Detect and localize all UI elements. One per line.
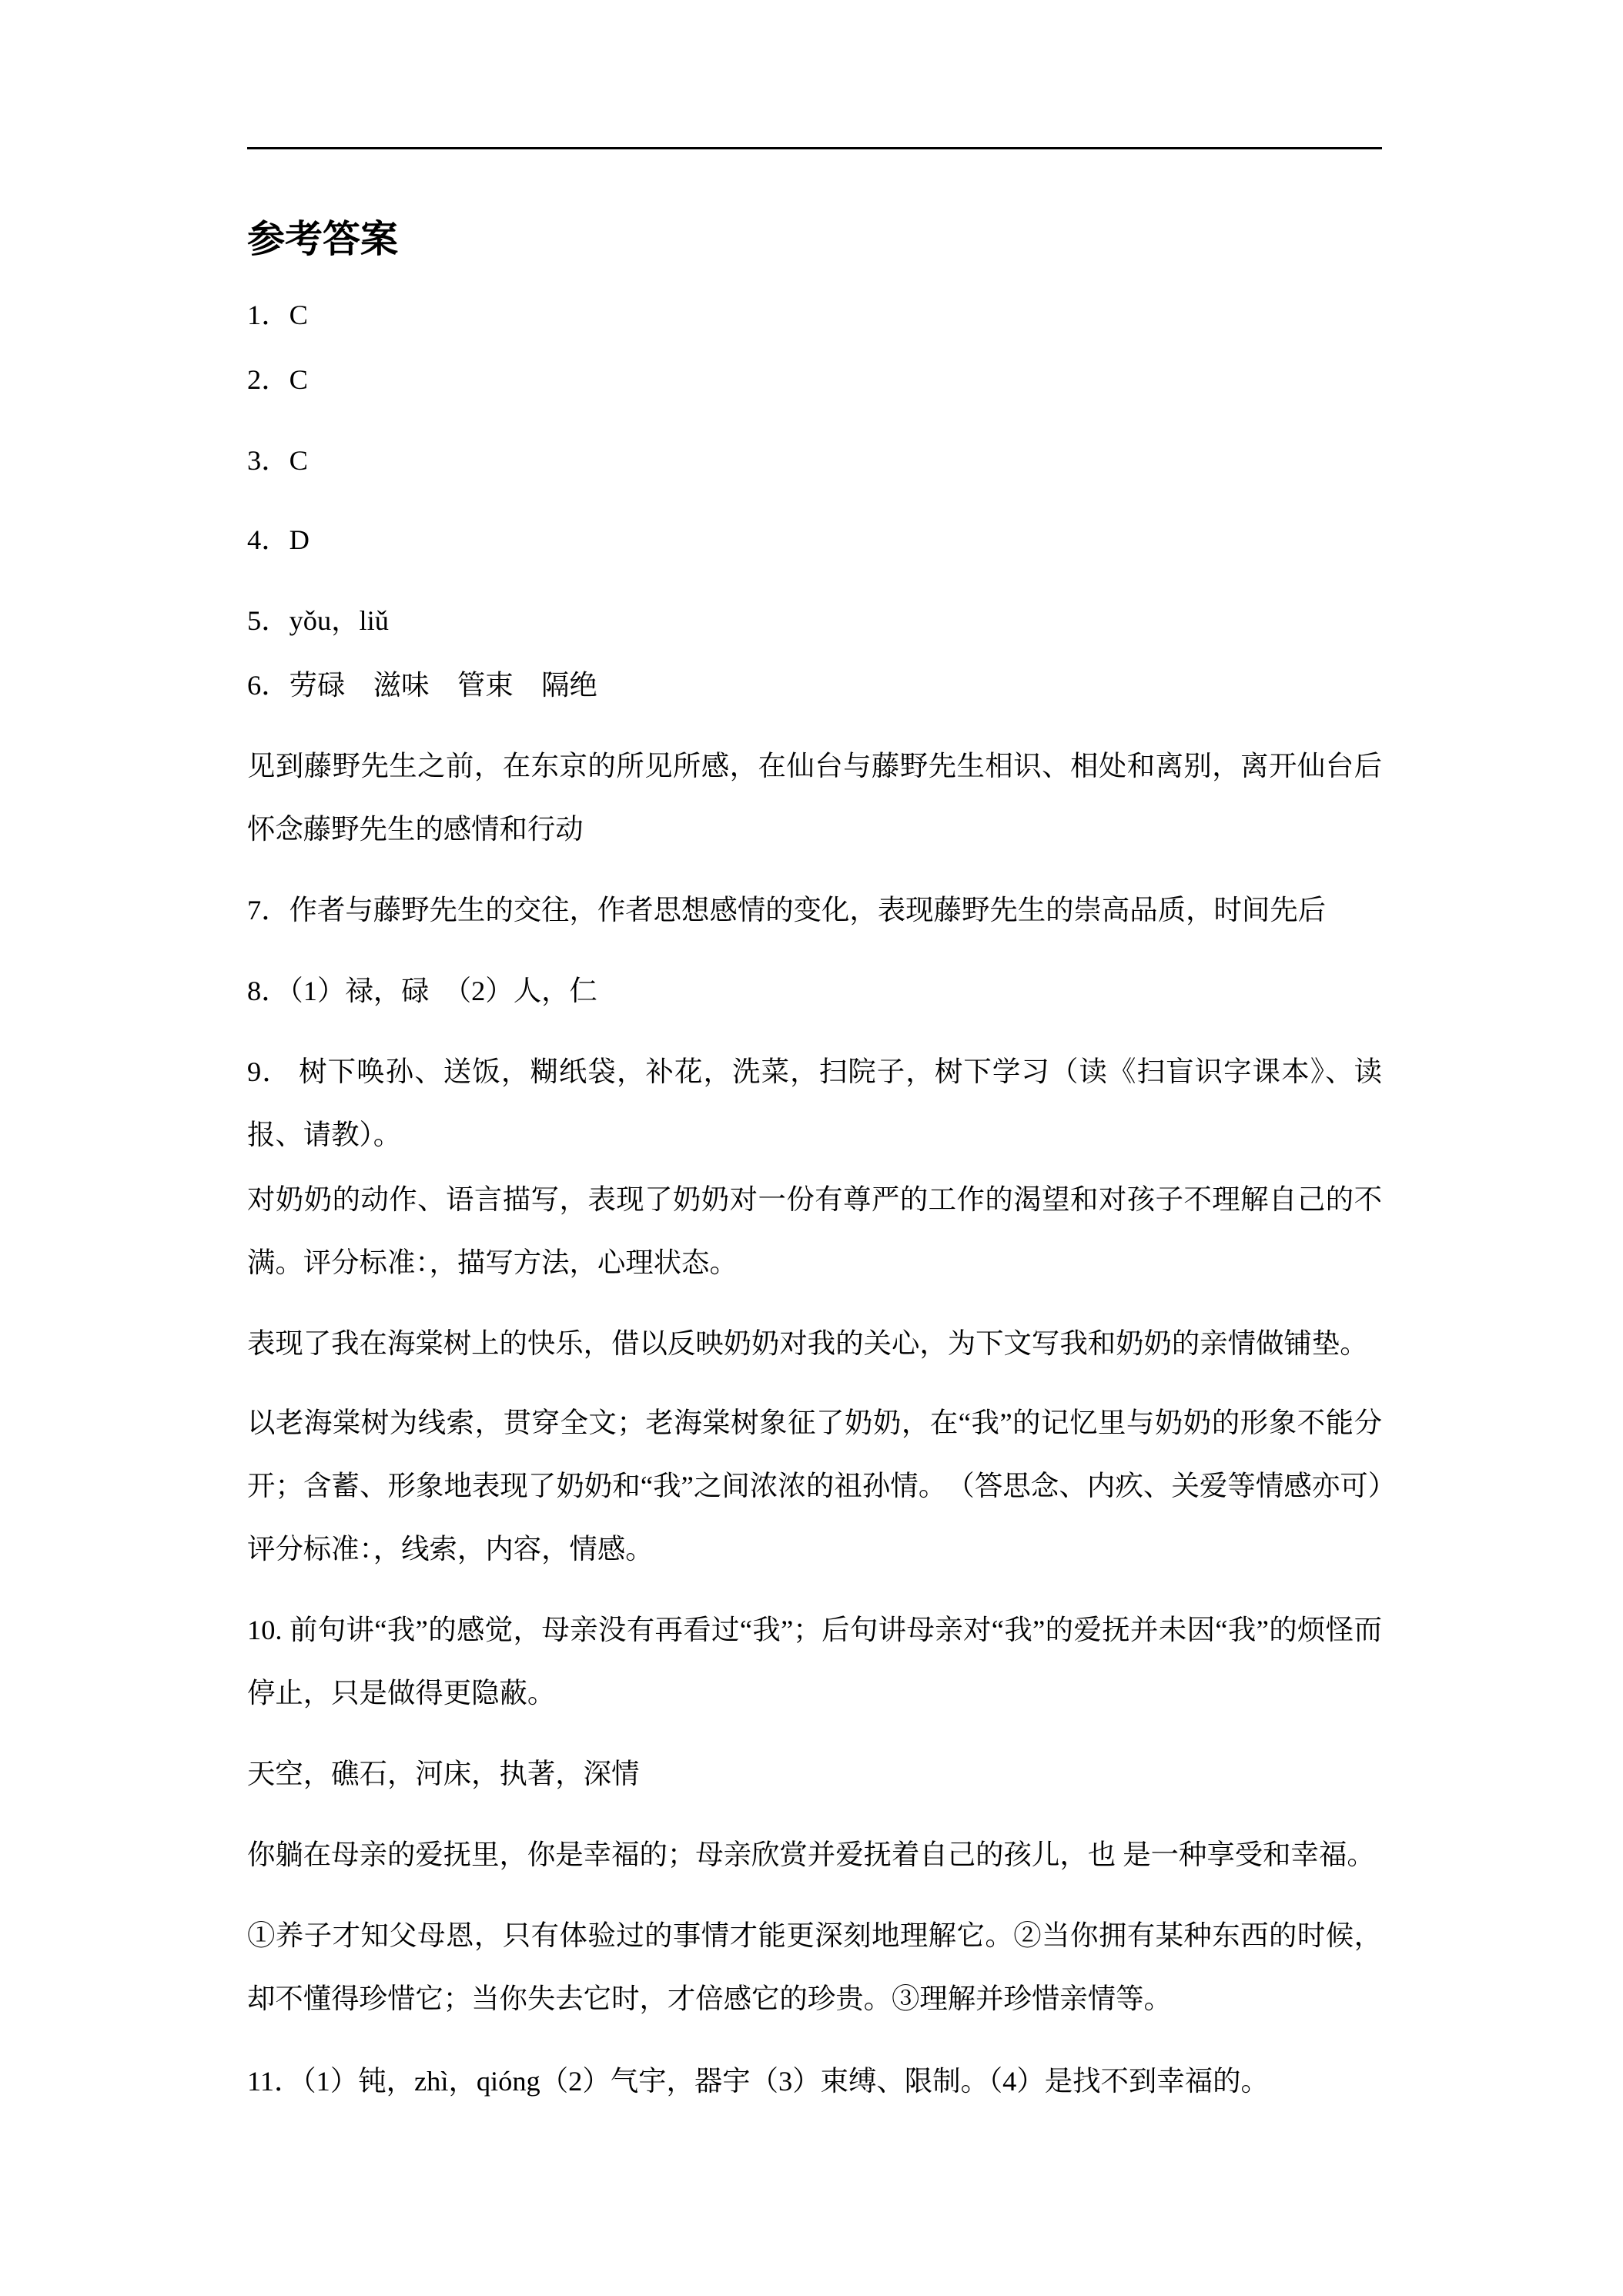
answer-9-part-2: 对奶奶的动作、语言描写，表现了奶奶对一份有尊严的工作的渴望和对孩子不理解自己的不满。评分标准：，描写方法，心理状态。 bbox=[247, 1184, 1382, 1278]
answer-2: 2．C bbox=[247, 364, 308, 395]
answer-9: 9． 树下唤孙、送饭，糊纸袋，补花，洗菜，扫院子，树下学习（读《扫盲识字课本》、读报、请教）。 bbox=[247, 1056, 1382, 1150]
answer-9-part-4: 以老海棠树为线索，贯穿全文；老海棠树象征了奶奶，在“我”的记忆里与奶奶的形象不能分开；含蓄、形象地表现了奶奶和“我”之间浓浓的祖孙情。 （答思念、内疚、关爱等情感亦可）评分标准：，线索，内容，情感。 bbox=[247, 1407, 1382, 1565]
answer-10: 10. 前句讲“我”的感觉，母亲没有再看过“我”；后句讲母亲对“我”的爱抚并未因“我”的烦怪而停止，只是做得更隐蔽。 bbox=[247, 1615, 1382, 1709]
answer-10-part-4: ①养子才知父母恩，只有体验过的事情才能更深刻地理解它。②当你拥有某种东西的时候，却不懂得珍惜它；当你失去它时，才倍感它的珍贵。③理解并珍惜亲情等。 bbox=[247, 1920, 1382, 2014]
answer-1: 1．C bbox=[247, 300, 308, 330]
answer-10-part-2: 天空，礁石，河床，执著，深情 bbox=[247, 1759, 640, 1789]
answer-list bbox=[247, 283, 1382, 2113]
header-rule bbox=[247, 147, 1382, 149]
answer-11: 11．（1）钝，zhì，qióng（2）气宇，器宇（3）束缚、限制。（4）是找不到幸福的。 bbox=[247, 2066, 1269, 2097]
answer-8: 8．（1）禄，碌 （2）人，仁 bbox=[247, 976, 597, 1006]
answer-9-part-3: 表现了我在海棠树上的快乐，借以反映奶奶对我的关心，为下文写我和奶奶的亲情做铺垫。 bbox=[247, 1328, 1368, 1359]
answer-3: 3．C bbox=[247, 445, 308, 476]
answer-6-continued: 见到藤野先生之前，在东京的所见所感，在仙台与藤野先生相识、相处和离别，离开仙台后怀念藤野先生的感情和行动 bbox=[247, 751, 1382, 845]
answer-4: 4．D bbox=[247, 524, 310, 555]
answer-6: 6．劳碌 滋味 管束 隔绝 bbox=[247, 670, 597, 701]
answer-10-part-3: 你躺在母亲的爱抚里，你是幸福的；母亲欣赏并爱抚着自己的孩儿，也 是一种享受和幸福。 bbox=[247, 1839, 1375, 1870]
page-title: 参考答案 bbox=[247, 218, 399, 260]
answer-5: 5．yǒu，liǔ bbox=[247, 605, 389, 636]
answer-7: 7．作者与藤野先生的交往，作者思想感情的变化，表现藤野先生的崇高品质，时间先后 bbox=[247, 895, 1327, 925]
